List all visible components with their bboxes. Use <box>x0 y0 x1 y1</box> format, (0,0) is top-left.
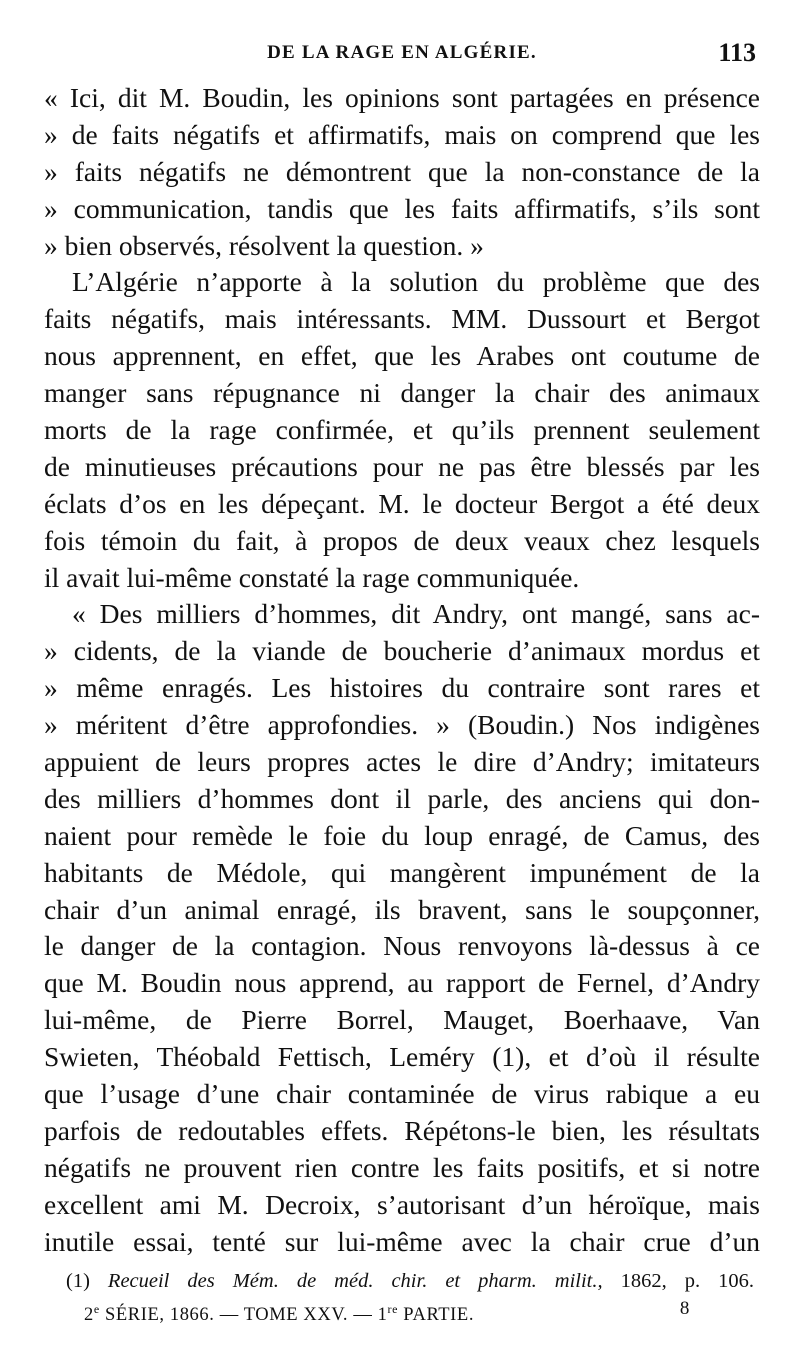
text-line: manger sans répugnance ni danger la chair des animaux <box>44 377 760 409</box>
footnote-reference: 1862, p. 106. <box>602 1270 755 1292</box>
text-line: que M. Boudin nous apprend, au rapport de Fernel, d’Andry <box>44 967 760 999</box>
text-line: le danger de la contagion. Nous renvoyons là-dessus à ce <box>44 930 760 962</box>
text-line: Swieten, Théobald Fettisch, Leméry (1), et d’où il résulte <box>44 1041 760 1073</box>
part-text: PARTIE. <box>398 1305 475 1326</box>
text-line: éclats d’os en les dépeçant. M. le docteur Bergot a été deux <box>44 487 760 519</box>
text-line: morts de la rage confirmée, et qu’ils prennent seulement <box>44 414 760 446</box>
text-line: parfois de redoutables effets. Répétons-le bien, les résultats <box>44 1114 760 1146</box>
footnote <box>66 1268 754 1294</box>
series-text: SÉRIE, 1866. — TOME XXV. — 1 <box>99 1305 388 1326</box>
text-line: nous apprennent, en effet, que les Arabes ont coutume de <box>44 340 760 372</box>
series-number: 2 <box>84 1305 94 1326</box>
text-line: faits négatifs, mais intéressants. MM. Dussourt et Bergot <box>44 303 760 335</box>
footnote-marker: (1) <box>66 1270 90 1292</box>
sheet-number: 8 <box>679 1298 690 1319</box>
page-number: 113 <box>718 38 756 67</box>
series-superscript: e <box>93 1302 100 1316</box>
text-line: lui-même, de Pierre Borrel, Mauget, Boerhaave, Van <box>44 1004 760 1036</box>
text-line: » même enragés. Les histoires du contraire sont rares et <box>44 672 760 704</box>
text-line: habitants de Médole, qui mangèrent impunément de la <box>44 856 760 888</box>
text-line: négatifs ne prouvent rien contre les faits positifs, et si notre <box>44 1151 760 1183</box>
text-line: que l’usage d’une chair contaminée de virus rabique a eu <box>44 1078 760 1110</box>
part-superscript: re <box>387 1302 399 1316</box>
text-line: « Des milliers d’hommes, dit Andry, ont mangé, sans ac- <box>72 598 760 630</box>
text-line: il avait lui-même constaté la rage communiquée. <box>44 561 580 593</box>
text-line: » de faits négatifs et affirmatifs, mais on comprend que les <box>44 118 760 150</box>
body-text <box>44 80 760 1261</box>
running-title: DE LA RAGE EN ALGÉRIE. <box>267 42 537 63</box>
text-line: » méritent d’être approfondies. » (Boudin.) Nos indigènes <box>44 709 760 741</box>
text-line: « Ici, dit M. Boudin, les opinions sont partagées en présence <box>44 82 760 113</box>
page-header <box>48 38 756 70</box>
text-line: naient pour remède le foie du loup enragé, de Camus, des <box>44 819 760 851</box>
text-line: excellent ami M. Decroix, s’autorisant d’un héroïque, mais <box>44 1188 760 1220</box>
text-line: des milliers d’hommes dont il parle, des anciens qui don- <box>44 782 760 814</box>
footnote-source: Recueil des Mém. de méd. chir. et pharm. milit., <box>107 1270 603 1292</box>
text-line: L’Algérie n’apporte à la solution du problème que des <box>72 266 760 298</box>
text-line: » cidents, de la viande de boucherie d’animaux mordus et <box>44 635 760 667</box>
text-line: appuient de leurs propres actes le dire d’Andry; imitateurs <box>44 746 760 778</box>
text-line: » faits négatifs ne démontrent que la non-constance de la <box>44 155 760 187</box>
text-line: » bien observés, résolvent la question. » <box>44 229 484 261</box>
text-line: chair d’un animal enragé, ils bravent, sans le soupçonner, <box>44 893 760 925</box>
text-line: inutile essai, tenté sur lui-même avec la chair crue d’un <box>44 1225 760 1257</box>
printer-signature <box>84 1297 690 1327</box>
text-line: fois témoin du fait, à propos de deux veaux chez lesquels <box>44 524 760 556</box>
text-line: de minutieuses précautions pour ne pas être blessés par les <box>44 450 760 482</box>
text-line: » communication, tandis que les faits affirmatifs, s’ils sont <box>44 192 760 224</box>
